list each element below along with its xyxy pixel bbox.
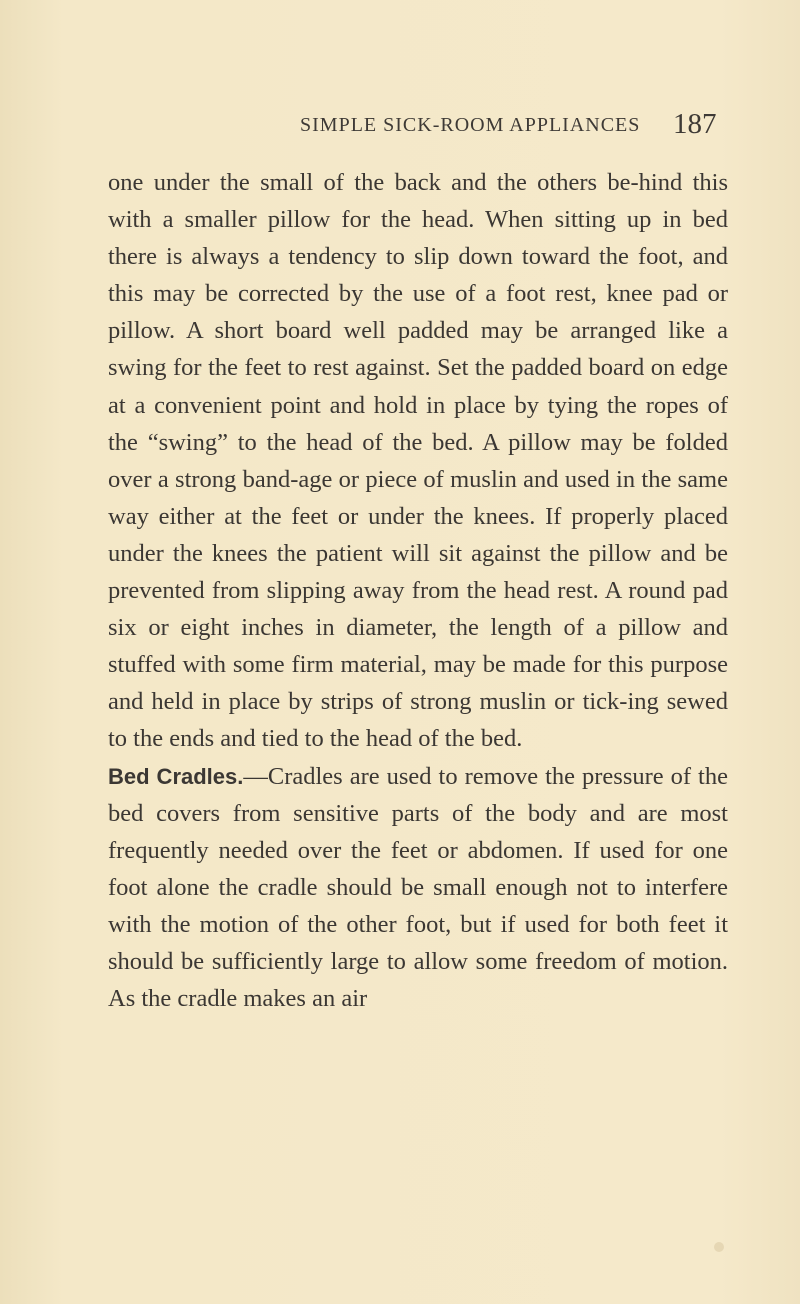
page-header xyxy=(0,108,800,148)
page-number: 187 xyxy=(673,108,717,140)
paragraph-pillows: one under the small of the back and the others be-hind this with a smaller pillow for the head. When sitting up in bed there is always a tendency to slip down toward the foot, and this may be corrected by the use of a foot rest, knee pad or pillow. A short board well padded may be arranged like a swing for the feet to rest against. Set the padded board on edge at a convenient point and hold in place by tying the ropes of the “swing” to the head of the bed. A pillow may be folded over a strong band-age or piece of muslin and used in the same way either at the feet or under the knees. If properly placed under the knees the patient will sit against the pillow and be prevented from slipping away from the head rest. A round pad six or eight inches in diameter, the length of a pillow and stuffed with some firm material, may be made for this purpose and held in place by strips of strong muslin or tick-ing sewed to the ends and tied to the head of the bed. xyxy=(108,169,728,753)
section-heading-bed-cradles: Bed Cradles. xyxy=(108,763,244,789)
paragraph-bed-cradles-text: —Cradles are used to remove the pressure of the bed covers from sensitive parts of the body and are most frequently needed over the feet or abdomen. If used for one foot alone the cradle should be small enough not to interfere with the motion of the other foot, but if used for both feet it should be sufficiently large to allow some freedom of motion. As the cradle makes an air xyxy=(108,762,728,1013)
body-text xyxy=(108,164,728,1017)
paragraph-bed-cradles xyxy=(108,758,728,1018)
running-title: SIMPLE SICK-ROOM APPLIANCES xyxy=(300,114,641,136)
paper-spot xyxy=(714,1242,724,1252)
